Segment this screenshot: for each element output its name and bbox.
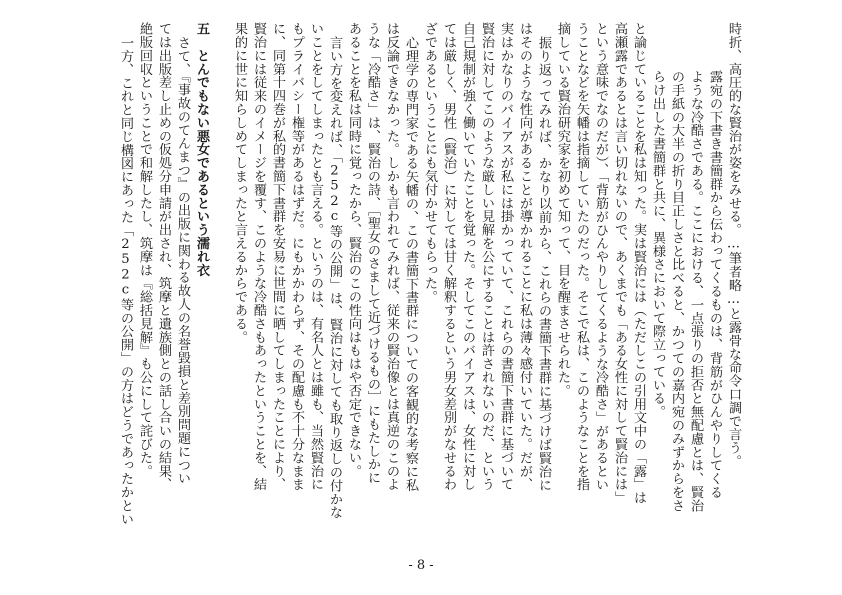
body-line: 言い方を変えれば、「252c等の公開」は、賢治に対しても取り返しの付かな bbox=[327, 36, 342, 519]
body-line: ては出版差し止めの仮処分申請が出され、筑摩と遺族側との話し合いの結果、 bbox=[156, 22, 171, 491]
body-line: 自己規制が強く働いていたことを覚った。そしてこのバイアスは、女性に対し bbox=[460, 22, 475, 491]
section-heading: 五 とんでもない悪女であるという濡れ衣 bbox=[194, 22, 209, 277]
quote-line: らけ出した書簡群と共に、異様さにおいて際立っている。 bbox=[650, 70, 665, 419]
body-line: はそのような性向があることが導かれることに私は薄々感付いていた。だが、 bbox=[517, 22, 532, 491]
body-line: ては厳しく、男性（賢治）に対しては甘く解釈するという男女差別がなせるわ bbox=[441, 22, 456, 491]
main-text-block bbox=[92, 22, 742, 542]
body-line: 賢治には従来のイメージを覆す、このような冷酷さもあったということを、結 bbox=[251, 22, 266, 491]
body-line: 賢治に対してこのような厳しい見解を公にすることは許されないのだ、という bbox=[479, 22, 494, 491]
body-line: 絶版回収ということで和解したし、筑摩は『総括見解』も公にして詫びた。 bbox=[137, 22, 152, 478]
body-line: いことをしてしまったとも言える。というのは、有名人とは雖も、当然賢治に bbox=[308, 22, 323, 491]
body-line: と論じていることを私は知った。実は賢治には（ただしこの引用文中の「露」は bbox=[631, 22, 646, 505]
body-line: 一方、これと同じ構図にあった「252c等の公開」の方はどうであったかとい bbox=[118, 36, 133, 526]
body-line: に、同第十四巻が私的書簡下書群を安易に世間に晒してしまったことにより、 bbox=[270, 22, 285, 491]
body-line: あることを私は同時に覚ったから、賢治のこの性向はもはや否定できない。 bbox=[346, 22, 361, 478]
body-line: 果的に世に知らしめてしまったと言えるからである。 bbox=[232, 22, 247, 344]
body-line: ざであるということにも気付かせてもらった。 bbox=[422, 22, 437, 304]
quote-line: の手紙の大半の折り目正しさと比べると、かつての嘉内宛のみずからをさ bbox=[669, 70, 684, 513]
body-line: もプライバシー権等があるはずだ。にもかかわらず、その配慮も不十分なまま bbox=[289, 22, 304, 491]
quote-line: ような冷酷さである。ここにおける、一点張りの拒否と無配慮とは、賢治 bbox=[688, 70, 703, 513]
quote-line: 露宛の下書き書簡群から伝わってくるものは、背筋がひんやりしてくる bbox=[707, 70, 722, 499]
body-line: 実はかなりのバイアスが私には掛かっていて、これらの書簡下書群に基づいて bbox=[498, 22, 513, 491]
body-line: 高瀬露であるとは言い切れないので、あくまでも「ある女性に対して賢治には」 bbox=[612, 22, 627, 505]
body-line: という意味でなのだが）、「背筋がひんやりしてくるような冷酷さ」があるとい bbox=[593, 22, 608, 492]
body-line: うことなどを矢幡は指摘していたのだった。そこで私は、このようなことを指 bbox=[574, 22, 589, 491]
body-line: うな「冷酷さ」は、賢治の詩、［聖女のさまして近づけるもの］にもたしかに bbox=[365, 22, 380, 485]
quote-first-line: 時折、高圧的な賢治が姿をみせる。…筆者略…と露骨な命令口調で言う。 bbox=[726, 22, 741, 468]
body-line: 摘している賢治研究家を初めて知って、目を醒まさせられた。 bbox=[555, 22, 570, 398]
body-line: は反論できなかった。しかも言われてみれば、従来の賢治像とは真逆のこのよ bbox=[384, 22, 399, 491]
blank-line bbox=[211, 22, 229, 542]
body-line: 振り返ってみれば、かなり以前から、これらの書簡下書群に基づけば賢治に bbox=[536, 36, 551, 492]
body-line: 心理学の専門家である矢幡の、この書簡下書群についての客観的な考察に私 bbox=[403, 36, 418, 492]
page-number: - 8 - bbox=[408, 558, 434, 573]
body-line: さて、『事故のてんまつ』の出版に関わる故人の名誉毀損と差別問題につい bbox=[175, 36, 190, 485]
quote-line bbox=[724, 22, 742, 542]
